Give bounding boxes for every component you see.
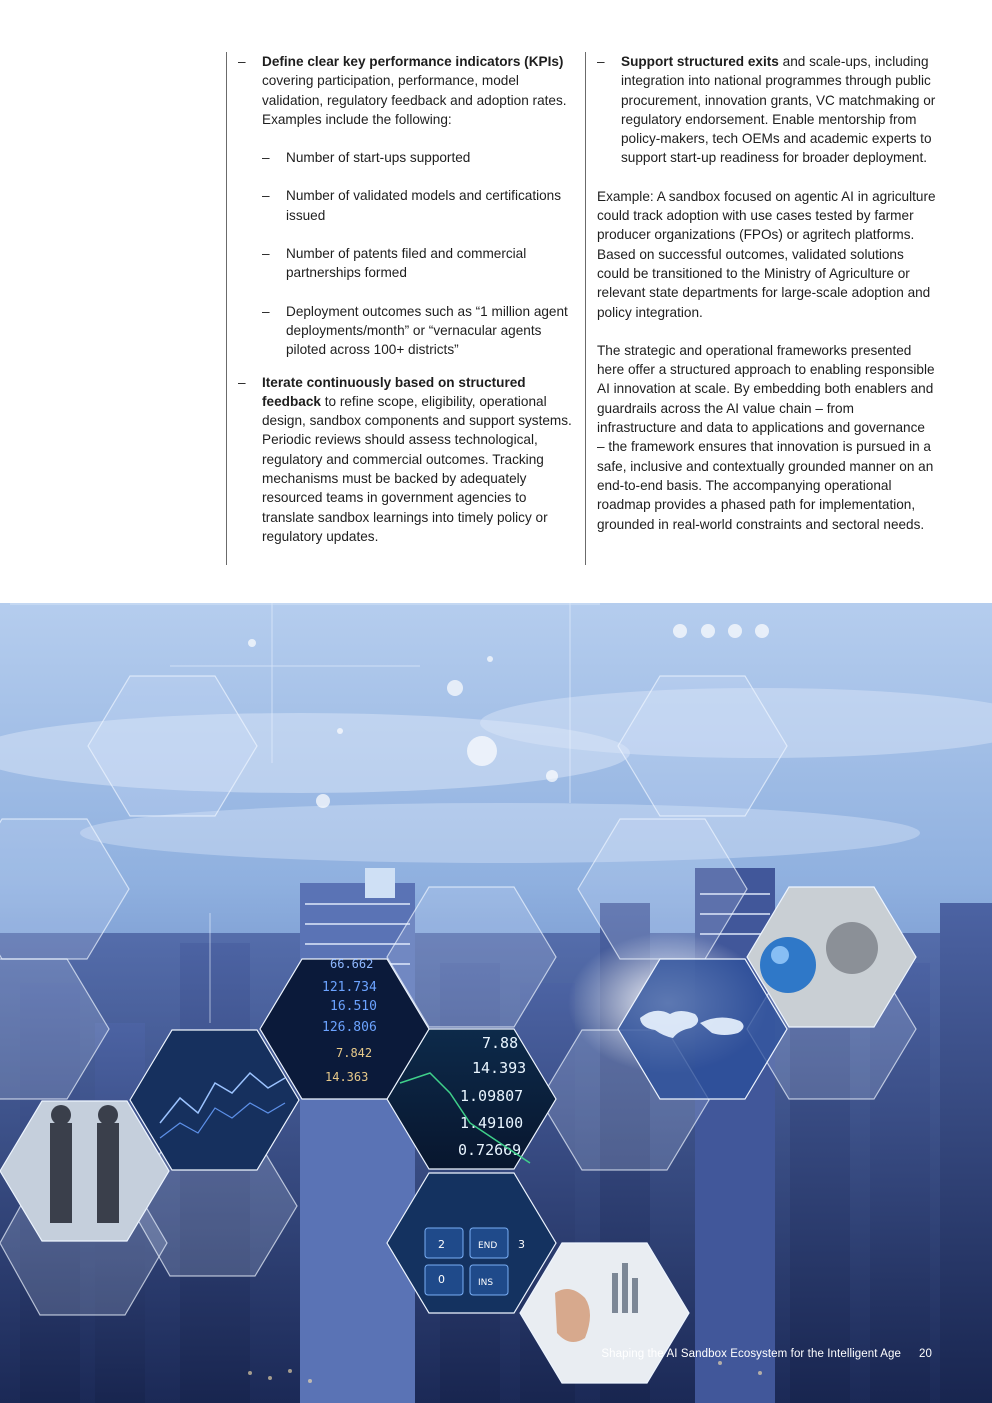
ticker-number: 14.363 xyxy=(325,1070,369,1084)
kpi-bold-text: Define clear key performance indicators (KPIs) xyxy=(262,54,564,69)
list-dash: – xyxy=(262,188,270,204)
iterate-list-item xyxy=(227,373,575,547)
exits-body-text: and scale-ups, including integration into national programmes through public procurement, innovation grants, VC matchmaking or regulatory endorsement. Enable mentorship from policy-makers, tech OEMs and academic experts to support start-up readiness for broader deployment. xyxy=(621,54,936,166)
ticker-number: 14.393 xyxy=(472,1059,527,1077)
exits-bold-text: Support structured exits xyxy=(621,54,779,69)
kpi-example-item xyxy=(227,244,575,283)
ticker-number: 7.88 xyxy=(482,1034,519,1052)
key-label: END xyxy=(478,1241,498,1251)
iterate-body-text: to refine scope, eligibility, operational design, sandbox components and support systems. Periodic reviews should assess technological, regulatory and commercial outcomes. Tracking mechanisms must be backed by adequately resourced teams in government agencies to translate sandbox learnings into timely policy or regulatory updates. xyxy=(262,393,572,544)
ticker-number: 1.09807 xyxy=(460,1087,524,1105)
key-label: INS xyxy=(478,1278,494,1288)
closing-paragraph: The strategic and operational frameworks presented here offer a structured approach to enabling responsible AI innovation at scale. By embedding both enablers and guardrails across the AI value chain – from infrastructure and data to applications and governance – the framework ensures that innovation is pursued in a safe, inclusive and contextually grounded manner on an end-to-end basis. The accompanying operational roadmap provides a phased path for implementation, grounded in real-world constraints and sectoral needs. xyxy=(597,342,935,532)
key-label: 2 xyxy=(438,1238,445,1251)
kpi-example-item xyxy=(227,186,575,225)
right-column xyxy=(585,52,936,565)
list-dash: – xyxy=(238,54,246,69)
ticker-number: 0.72669 xyxy=(458,1141,522,1159)
page-number: 20 xyxy=(919,1348,932,1360)
ticker-number: 16.510 xyxy=(330,999,377,1014)
list-dash: – xyxy=(238,374,246,390)
ticker-number: 1.49100 xyxy=(460,1114,524,1132)
ticker-number: 66.662 xyxy=(330,957,374,971)
list-dash: – xyxy=(262,303,270,319)
ticker-number: 7.842 xyxy=(336,1046,373,1060)
footer-title: Shaping the AI Sandbox Ecosystem for the Intelligent Age xyxy=(601,1348,901,1360)
list-dash: – xyxy=(262,246,270,262)
kpi-example-text: Number of validated models and certifications issued xyxy=(286,188,562,223)
kpi-example-text: Number of patents filed and commercial partnerships formed xyxy=(286,246,527,281)
key-label: 0 xyxy=(438,1273,445,1286)
kpi-body-text: covering participation, performance, model validation, regulatory feedback and adoption rates. Examples include the following: xyxy=(262,73,567,127)
city-hexagon-image xyxy=(0,603,992,1403)
example-paragraph: Example: A sandbox focused on agentic AI in agriculture could track adoption with use cases tested by farmer producer organizations (FPOs) or agritech platforms. Based on successful outcomes, validated solutions could be transitioned to the Ministry of Agriculture or relevant state departments for large-scale adoption and policy integration. xyxy=(597,188,936,320)
kpi-example-text: Deployment outcomes such as “1 million agent deployments/month” or “vernacular agents piloted across 100+ districts” xyxy=(286,303,568,358)
kpi-example-text: Number of start-ups supported xyxy=(286,150,471,166)
left-column xyxy=(226,52,575,565)
kpi-list-item xyxy=(227,52,575,129)
ticker-number: 121.734 xyxy=(322,980,377,995)
ticker-number: 126.806 xyxy=(322,1020,377,1035)
key-label: 3 xyxy=(518,1238,525,1251)
exits-list-item xyxy=(586,52,936,168)
kpi-example-item xyxy=(227,302,575,360)
list-dash: – xyxy=(262,150,270,166)
kpi-example-item xyxy=(227,148,575,167)
iterate-bold-text: Iterate continuously based on structured feedback xyxy=(262,374,526,409)
list-dash: – xyxy=(597,54,605,69)
